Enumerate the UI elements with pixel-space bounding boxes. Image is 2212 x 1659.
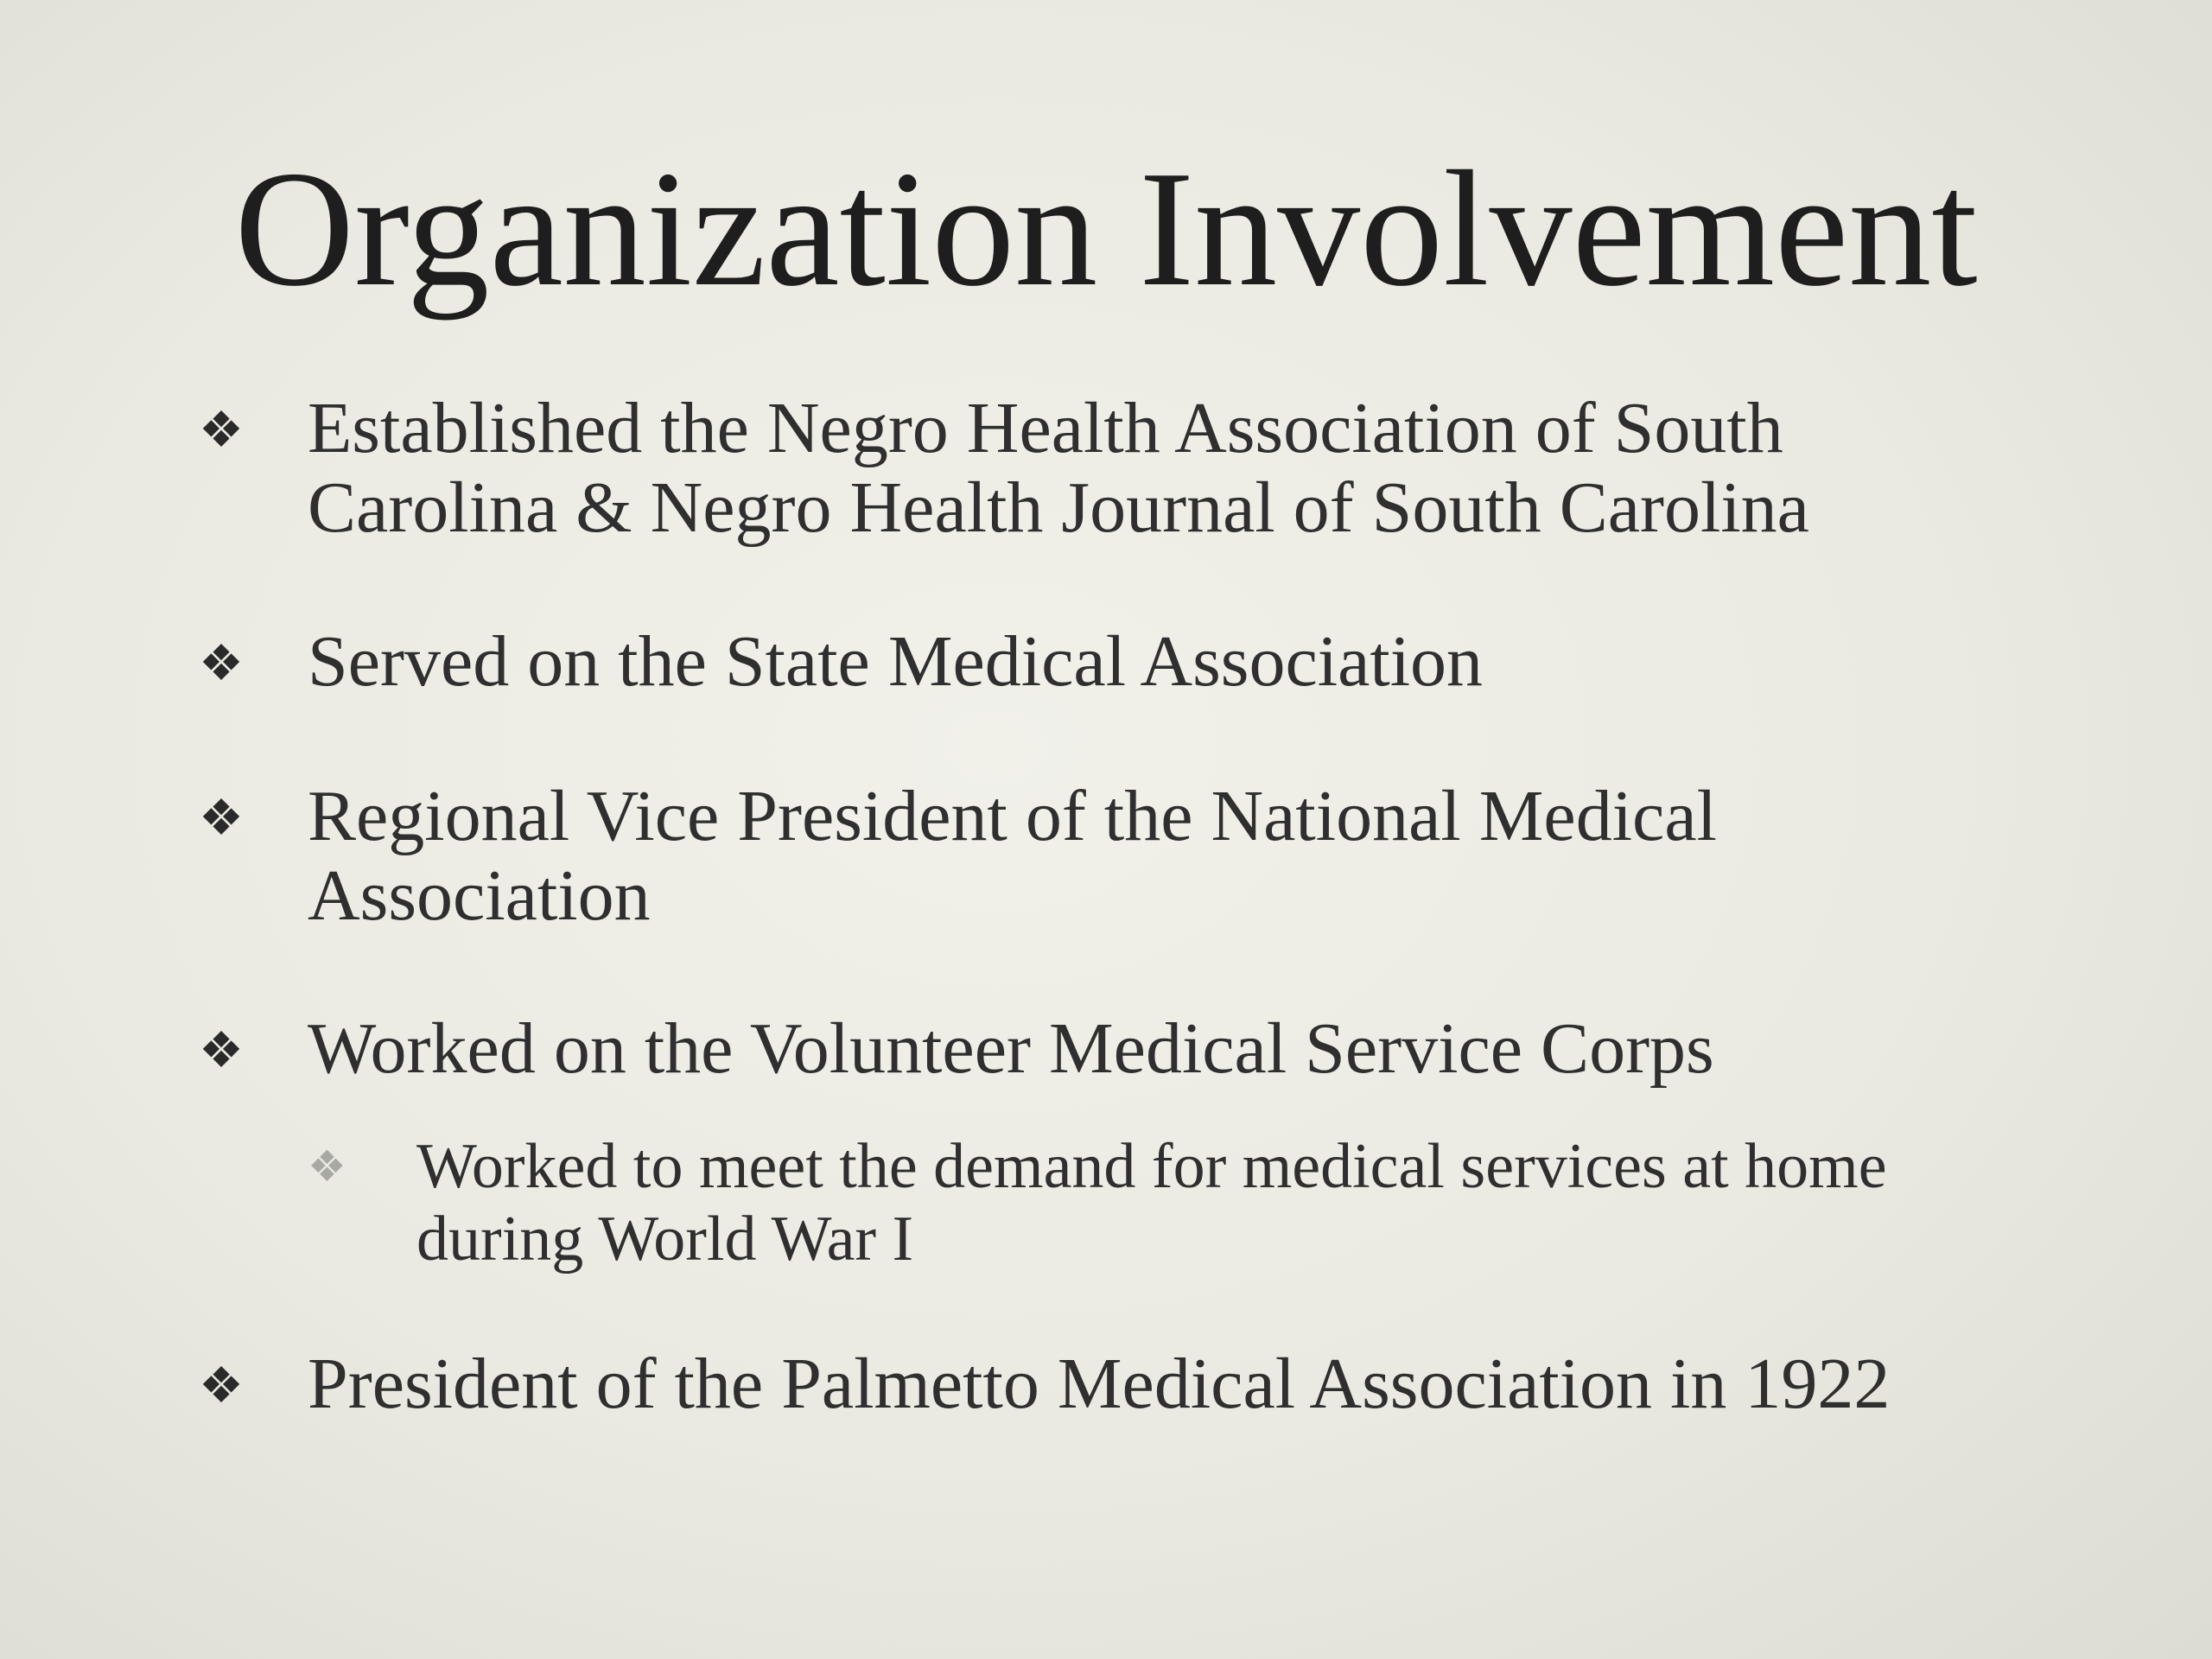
diamond-sub-bullet-icon: ❖ <box>308 1142 346 1191</box>
bullet-item-text: President of the Palmetto Medical Association in 1922 <box>308 1344 1891 1424</box>
sub-bullet-item-text: Worked to meet the demand for medical services at home during World War I <box>416 1131 1887 1274</box>
diamond-bullet-icon: ❖ <box>199 790 244 846</box>
bullet-item-text: Regional Vice President of the National Medical Association <box>308 776 1717 936</box>
diamond-bullet-icon: ❖ <box>199 1022 244 1078</box>
bullet-item-text: Served on the State Medical Association <box>308 621 1484 702</box>
bullet-item-text: Worked on the Volunteer Medical Service Corps <box>308 1008 1714 1089</box>
diamond-bullet-icon: ❖ <box>199 402 244 458</box>
bullet-item-text: Established the Negro Health Association of South Carolina & Negro Health Journal of South Carolina <box>308 388 1809 548</box>
slide-title: Organization Involvement <box>234 137 1978 321</box>
diamond-bullet-icon: ❖ <box>199 1357 244 1414</box>
diamond-bullet-icon: ❖ <box>199 635 244 691</box>
